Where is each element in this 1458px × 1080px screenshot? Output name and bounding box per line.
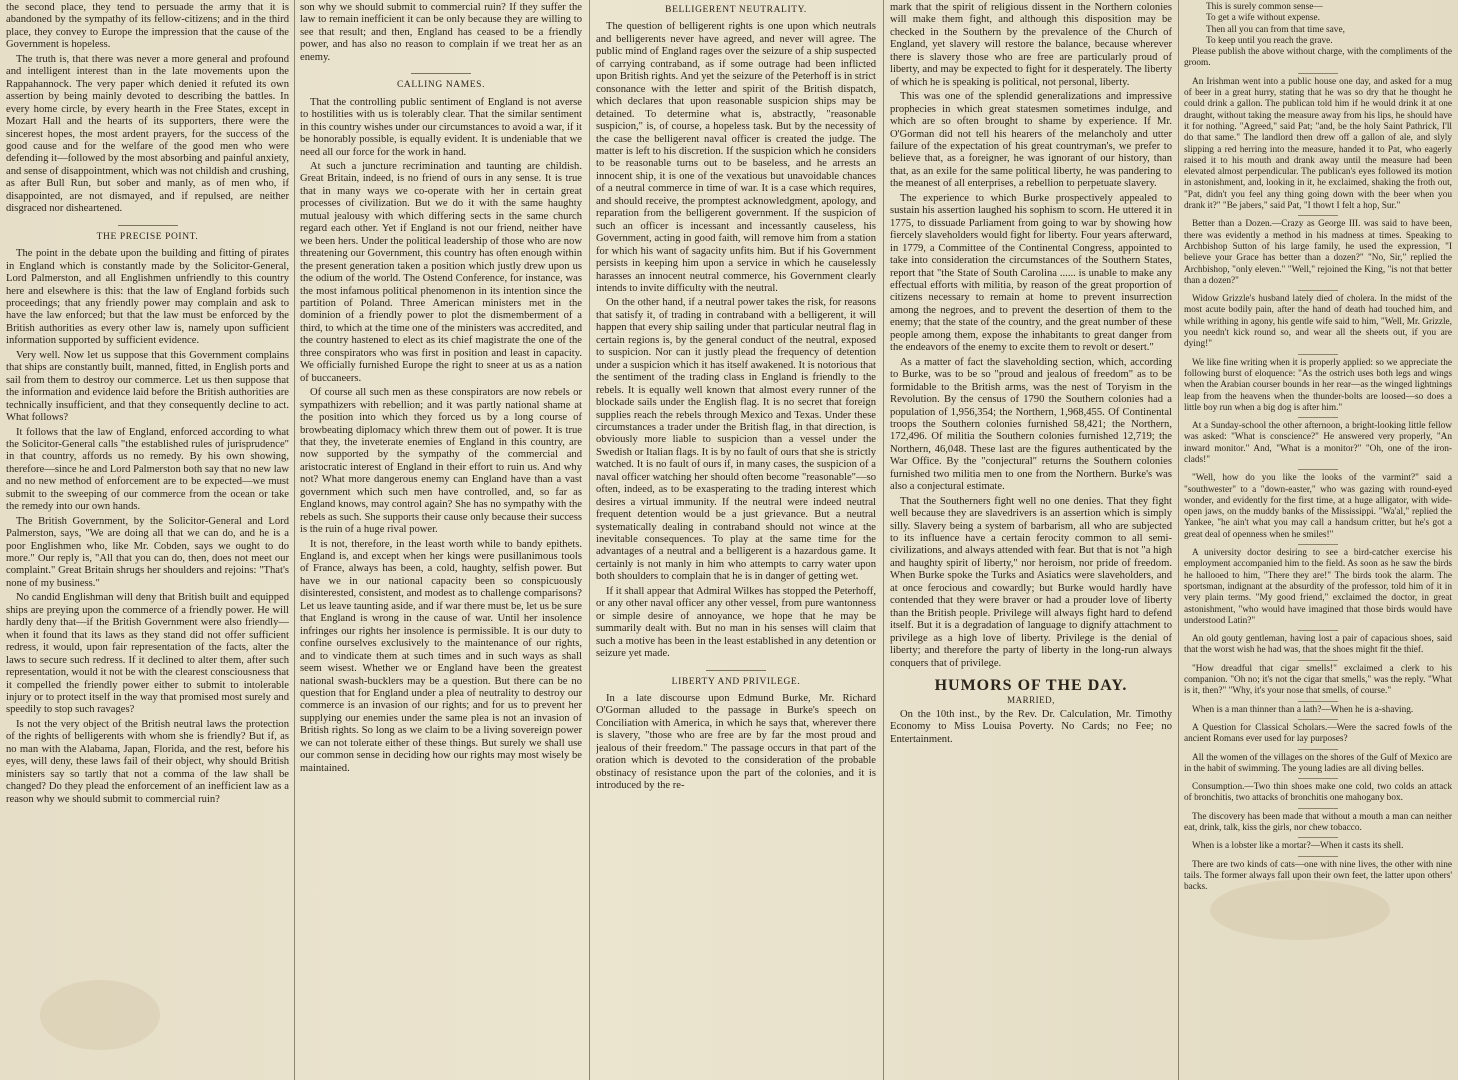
verse-line: Then all you can from that time save,	[1206, 24, 1345, 35]
article-heading: BELLIGERENT NEUTRALITY.	[665, 5, 807, 15]
paragraph: Better than a Dozen.—Crazy as George III. was said to have been, there was evidently a method in his madness at times. Speaking to Archbishop Sutton of his large family, he used the expression, "I believe your Grace has better than a dozen?" "No, Sir," replied the Archbishop, "only eleven." "Well," rejoined the King, "is not that better than a dozen?"	[1184, 219, 1452, 286]
paragraph: Widow Grizzle's husband lately died of cholera. In the midst of the most acute bodily pain, after the hand of death had touched him, and while writhing in agony, his gentle wife said to him, "Well, Mr. Grizzle, you needn't kick round so, and wear all the sheets out, if you are dying!"	[1184, 294, 1452, 350]
item-separator	[1298, 469, 1338, 470]
subheading: MARRIED,	[1007, 695, 1055, 706]
paragraph: That the controlling public sentiment of England is not averse to hostilities with us is tolerably clear. That the similar sentiment in this country wishes under our circumstances to avoid a war, if it be honorably possible, is equally evident. It is undeniable that we need all our force for the work in hand.	[300, 96, 582, 158]
paragraph: It is not, therefore, in the least worth while to bandy epithets. England is, and except when her kings were pusillanimous tools of France, always has been, a cold, haughty, selfish power. But have we in our national capacity been so conspicuously disinterested, consistent, and modest as to challenge comparisons? Let us leave taunting aside, and if war there must be, let us be sure that England is wrong in the cause of war. Until her insolence infringes our rights her insolence is permissible. It is our duty to confine ourselves exclusively to the maintenance of our rights, and to vindicate them at such times and in such ways as shall seem wisest. Whether we or England have been the greatest national swash-bucklers may be a question. But there can be no question that for England under a plea of neutrality to destroy our commerce is an invasion of our rights; and for us to prevent her supplying our enemies under the same plea is not an invasion of British rights. So long as we claim to be a living sovereign power we can not tolerate either of these things. But surely we shall use our common sense in deciding how our rights may most wisely be maintained.	[300, 538, 582, 774]
paragraph: An Irishman went into a public house one day, and asked for a mug of beer in a great hurry, stating that he was so dry that he thought he could drink a gallon. The publican told him if he would drink it at one draught, without taking the measure away from his lips, he should have it for nothing. "Agreed," said Pat; "and, be the holy Saint Pathrick, I'll do that same." The landlord then drew off a gallon of ale, and slyly slipping a red herring into the measure, handed it to Pat, who eagerly raised it to his mouth and drank away until the measure had been elevated almost perpendicular. The publican's eyes followed its motion in astonishment, and, looking in it, he exclaimed, shaking the froth out, "Pat, didn't you feel any thing going down with the beer when you drank it?" "Be jabers," said Pat, "I thowt I felt a hop, Sur."	[1184, 76, 1452, 212]
paragraph: At such a juncture recrimination and taunting are childish. Great Britain, indeed, is no friend of ours in any sense. It is true that in many ways we co-operate with her in certain great processes of civilization. But we do it with the same haughty mutual jealousy with which differing sects in the same church regard each other. Yet if England is not our friend, neither have we been hers. Under the political leadership of those who are now threatening our Government, this country has often enough within the present generation taken a position which justly drew upon us the odium of the world. The Ostend Conference, for instance, was the most infamous political phenomenon in its intention since the partition of Poland. Three American ministers met in the dominion of a friendly power to plot the dismemberment of a third, to which at the time one of the ministers was accredited, and the country hastened to elect as its chief magistrate the one of the three conspirators who was first in position and least in capacity. We officially furnished Europe the right to sneer at us as a nation of buccaneers.	[300, 160, 582, 384]
item-separator	[1298, 856, 1338, 857]
column-5-humors	[1184, 2, 1452, 1078]
column-rule	[1178, 0, 1179, 1080]
paragraph: On the 10th inst., by the Rev. Dr. Calculation, Mr. Timothy Economy to Miss Louisa Poverty. No Cards; no Fee; no Entertainment.	[890, 708, 1172, 745]
paragraph: Very well. Now let us suppose that this Government complains that ships are constantly built, manned, fitted, in English ports and sail from them to destroy our commerce. Let us then suppose that the information and evidence laid before the British authorities are technically insufficient, and that they consequently decline to act. What follows?	[6, 349, 289, 424]
column-rule	[294, 0, 295, 1080]
item-separator	[1298, 630, 1338, 631]
item-separator	[1298, 749, 1338, 750]
paragraph: Is not the very object of the British neutral laws the protection of the rights of belligerents with whom she is friendly? But if, as no man with the Alabama, Japan, Florida, and the rest, before his eyes, will deny, these laws fail of their object, why should British ministers say so tartly that not a comma of the law shall be changed? Do they plead the enforcement of an inefficient law as a reason why we should submit to commercial ruin?	[6, 718, 289, 805]
paragraph: An old gouty gentleman, having lost a pair of capacious shoes, said that the worst wish he had was, that the shoes might fit the thief.	[1184, 634, 1452, 656]
paragraph: On the other hand, if a neutral power takes the risk, for reasons that satisfy it, of trading in contraband with a belligerent, it will happen that every ship sailing under that particular neutral flag in certain regions is, by the general conduct of the neutral, exposed to suspicion. Nor can it justly plead the frequency of detention under a suspicion which it has itself awakened. It is notorious that the sentiment of the trading class in England is friendly to the rebels. It is equally well known that almost every runner of the blockade sails under the English flag. It is no secret that foreign supplies reach the rebels through Mexico and Texas. Under these circumstances a trader under the British flag, in that direction, is obviously more liable to suspicion than a vessel under the Swedish or Italian flags. It is by no fault of ours that she is strictly watched. It is no fault of ours if, in many cases, the suspicion of a naval officer watching her should often become "reasonable"—so often, indeed, as to be exasperating to the trading interest which desires a virtual immunity. If the neutral were indeed neutral frequent detention would be a just grievance. But a neutral systematically dealing in contraband should not wince at the inevitable consequences. To play at the same time for the advantages of a neutral and a belligerent is a hazardous game. It certainly is not manly in him who attempts to carry water upon both shoulders to complain that he is in danger of getting wet.	[596, 297, 876, 583]
item-separator	[1298, 701, 1338, 702]
column-rule	[883, 0, 884, 1080]
article-heading: THE PRECISE POINT.	[6, 225, 289, 243]
item-separator	[1298, 290, 1338, 291]
item-separator	[1298, 215, 1338, 216]
verse-line: To keep until you reach the grave.	[1206, 35, 1333, 46]
paragraph: All the women of the villages on the shores of the Gulf of Mexico are in the habit of swimming. The young ladies are all diving belles.	[1184, 752, 1452, 774]
verse-line: This is surely common sense—	[1206, 2, 1323, 12]
paragraph: We like fine writing when it is properly applied: so we appreciate the following burst of eloquence: "As the ostrich uses both legs and wings when the Arabian courser bounds in her rear—as the winged lightnings leap from the heavens when the thunder-bolts are loosed—so does a little boy run when a big dog is after him."	[1184, 357, 1452, 413]
item-separator	[1298, 417, 1338, 418]
paragraph: That the Southerners fight well no one denies. That they fight well because they are slavedrivers is an assertion which is simply silly. Slavery being a system of barbarism, all who are subjected to its influence have a certain ferocity common to all semi-civilizations, and always attended with fear. But that is not "a high and haughty spirit of liberty," nor heroism, nor pride of freedom. When Burke spoke the Turks and Asiatics were slaveholders, and at once ferocious and cowardly; but Burke would hardly have contended that they were braver or had a prouder love of liberty than the British people. Privilege will always fight hard to defend itself. But it is a degradation of language to dignify attachment to privilege as a high love of liberty. Privilege is the denial of liberty; and therefore the party of liberty in the long-run always conquers that of privilege.	[890, 495, 1172, 669]
paragraph: There are two kinds of cats—one with nine lives, the other with nine tails. The former always fall upon their own feet, the latter upon others' backs.	[1184, 859, 1452, 893]
item-separator	[1298, 354, 1338, 355]
paragraph: This was one of the splendid generalizations and impressive prophecies in which great statesmen sometimes indulge, and which are so often brought to shame by experience. If Mr. O'Gorman did not tell his hearers of the melancholy and utter failure of the expectation of his great countryman's, we prefer to believe that, as a foreigner, he was ignorant of our history, than that, as an exile for the same political liberty, he was pandering to the meanest of all enterprises, a rebellion to perpetuate slavery.	[890, 91, 1172, 190]
paragraph: mark that the spirit of religious dissent in the Northern colonies will make them fight, and although this disposition may be checked in the Southern by the prevalence of the Church of England, yet slavery will restore the balance, because wherever there is slavery those who are free are particularly proud of liberty, and may be expected to fight for it desperately. The liberty of which he is speaking is political, not personal, liberty.	[890, 2, 1172, 88]
item-separator	[1298, 778, 1338, 779]
column-3	[596, 2, 876, 1078]
paragraph: A university doctor desiring to see a bird-catcher exercise his employment accompanied him to the field. As soon as he saw the birds he hallooed to him, "There they are!" The birds took the alarm. The sportsman, indignant at the absurdity of the professor, told him of it in very plain terms. "My good friend," exclaimed the doctor, in great astonishment, "who would have imagined that those birds would have understood Latin?"	[1184, 548, 1452, 626]
column-2	[300, 2, 582, 1078]
paragraph: The truth is, that there was never a more general and profound and intelligent interest than in the late movements upon the Rappahannock. The very paper which denied it refuted its own assertion by being mainly devoted to describing the battles. In every home circle, by every hearth in the Free States, except in Mozart Hall and the hearts of its supporters, there were the sincerest hopes, the most ardent prayers, for the success of the good cause and for the welfare of the good men who were defending it—followed by the most absorbing and painful anxiety, and sense of disappointment, which was not childish and crushing, as after Bull Run, but sober and manly, as of men who, if disappointed, are not dismayed, and if repulsed, are neither disgraced nor disheartened.	[6, 53, 289, 215]
paragraph: When is a lobster like a mortar?—When it casts its shell.	[1192, 841, 1404, 852]
paragraph: In a late discourse upon Edmund Burke, Mr. Richard O'Gorman alluded to the passage in Burke's speech on Conciliation with America, in which he says that, wherever there is slavery, "those who are free are by far the most proud and jealous of their freedom." The passage occurs in that part of the oration which is devoted to the consideration of the probable obstinacy of resistance upon the part of the colonies, and it is introduced by the re-	[596, 693, 876, 792]
paragraph: Of course all such men as these conspirators are now rebels or sympathizers with rebellion; and it was partly national shame at the position into which they forced us by a long course of browbeating diplomacy which threw them out of power. It is true that they, the inveterate enemies of England in this country, are now supported by the sympathy of the commercial and aristocratic interest of England in their effort to ruin us. And why not? What more dangerous enemy can England have than a vast government which such men have controlled, and, so far as England knows, may control again? She has no sympathy with the rebels as such. She supports their cause only because their success is the ruin of a huge rival power.	[300, 387, 582, 536]
item-separator	[1298, 808, 1338, 809]
item-separator	[1298, 837, 1338, 838]
paragraph: "Well, how do you like the looks of the varmint?" said a "southwester" to a "down-easter," who was gazing with round-eyed wonder, and evidently for the first time, at a huge alligator, with wide-open jaws, on the muddy banks of the Mississippi. "Wa'al," replied the Yankee, "he ain't what you may call a handsum critter, but he's got a great deal of openness when he smiles!"	[1184, 473, 1452, 540]
paragraph: No candid Englishman will deny that British built and equipped ships are preying upon the commerce of a friendly power. He will hardly deny that—if the British Government were also friendly—when it found that its laws as they stand did not offer sufficient redress, it would, upon fair representation of the facts, alter the laws to secure such redress. If it declined to alter them, after such representation, would it not be with the clearest consciousness that it compelled the friendly power either to submit to intolerable injury or to protect itself in the way that promised most surely and speedily to stop such ravages?	[6, 592, 289, 716]
column-1	[6, 2, 289, 1078]
item-separator	[1298, 73, 1338, 74]
paragraph: son why we should submit to commercial ruin? If they suffer the law to remain inefficient it can be only because they are willing to see that result; and then, England has ceased to be a friendly power, and has also no reason to complain if we treat her as an enemy.	[300, 2, 582, 63]
paragraph: The discovery has been made that without a mouth a man can neither eat, drink, talk, kiss the girls, nor chew tobacco.	[1184, 811, 1452, 833]
paragraph: If it shall appear that Admiral Wilkes has stopped the Peterhoff, or any other naval officer any other vessel, from pure wantonness or simple desire of annoyance, we hope that he may be summarily dealt with. But no man in his senses will claim that such a motive has been in the least established in any detention or seizure yet made.	[596, 585, 876, 660]
paragraph: The experience to which Burke prospectively appealed to sustain his assertion laughed his sophism to scorn. He uttered it in 1775, to dissuade Parliament from going to war by showing how fiercely slaveholders would fight for liberty. Four years afterward, in 1779, a Committee of the Continental Congress, appointed to take into consideration the circumstances of the Southern States, report that "the State of South Carolina ...... is unable to make any effectual efforts with militia, by reason of the great proportion of citizens necessary to remain at home to prevent insurrection among the negroes, and to prevent the desertion of them to the enemy; that the state of the country, and the great number of these people among them, expose the inhabitants to great danger from the endeavors of the enemy to excite them to revolt or desert."	[890, 192, 1172, 354]
paragraph: the second place, they tend to persuade the army that it is abandoned by the sympathy of its fellow-citizens; and in the third place, they convey to Europe the impression that the cause of the Government is hopeless.	[6, 2, 289, 51]
paragraph: The question of belligerent rights is one upon which neutrals and belligerents never have agreed, and never will agree. The public mind of England rages over the seizure of a ship suspected of carrying contraband, as if some outrage had been inflicted upon British rights. And yet the seizure of the Peterhoff is in strict consonance with the letter and spirit of the British dispatch, which declares that upon reasonable suspicion ships may be detained. To determine what is, abstractly, "reasonable suspicion," is, of course, a hopeless task. But by the necessity of the case the belligerent naval officer is created the judge. The matter is left to his discretion. If the suspicion which he considers to be reasonable turns out to be baseless, and he arrests an innocent ship, it is one of the vexatious but unavoidable chances of a neutral commerce in time of war. It is a case which requires, and should receive, the promptest acknowledgment, apology, and reparation from the belligerent government. If the suspicion of such an officer is incessant and incessantly causeless, his Government, acting in good faith, will remove him from a station for which his want of sagacity unfits him. But if his Government persists in keeping him upon a service in which he causelessly harasses an innocent neutral commerce, his Government clearly intends to invite difficulty with the neutral.	[596, 21, 876, 294]
article-heading: CALLING NAMES.	[300, 73, 582, 91]
column-rule	[589, 0, 590, 1080]
paragraph: The point in the debate upon the building and fitting of pirates in England which is constantly made by the Solicitor-General, Lord Palmerston, and all Englishmen unfriendly to this country here and elsewhere is this: that the law of England forbids such proceedings; that any friendly power may complain and ask to have the law enforced; but that the law must be enforced by the British authorities as every other law is, namely upon sufficient information supported by sufficient evidence.	[6, 248, 289, 347]
paragraph: It follows that the law of England, enforced according to what the Solicitor-General calls "the established rules of jurisprudence" in that country, affords us no remedy. By his own showing, therefore—since he and Lord Palmerston both say that no new law and no new method of enforcement are to be expected—we must submit to the sweeping of our commerce from the ocean or take the remedy into our own hands.	[6, 426, 289, 513]
paragraph: The British Government, by the Solicitor-General and Lord Palmerston, says, "We are doing all that we can do, and he is a poor Englishmen who, like Mr. Cobden, says we ought to do more." Our reply is, "All that you can do, then, does not meet our complaint." Great Britain shrugs her shoulders and rejoins: "That's none of my business."	[6, 515, 289, 589]
paragraph: When is a man thinner than a lath?—When he is a-shaving.	[1192, 704, 1414, 715]
item-separator	[1298, 544, 1338, 545]
paragraph: A Question for Classical Scholars.—Were the sacred fowls of the ancient Romans ever used for lay purposes?	[1184, 722, 1452, 745]
paragraph: Consumption.—Two thin shoes make one cold, two colds an attack of bronchitis, two attacks of bronchitis one mahogany box.	[1184, 782, 1452, 804]
column-4	[890, 2, 1172, 1078]
paragraph: "How dreadful that cigar smells!" exclaimed a clerk to his companion. "Oh no; it's not the cigar that smells," was the reply. "What is it, then?" "Why, it's your nose that smells, of course."	[1184, 663, 1452, 697]
item-separator	[1298, 719, 1338, 720]
verse-line: To get a wife without expense.	[1206, 13, 1320, 24]
item-separator	[1298, 660, 1338, 661]
paragraph: At a Sunday-school the other afternoon, a bright-looking little fellow was asked: "What is conscience?" He answered very properly, "An inward monitor." And, "What is a monitor?" "Oh, one of the iron-clads!"	[1184, 421, 1452, 465]
paragraph: Please publish the above without charge, with the compliments of the groom.	[1184, 47, 1452, 69]
paragraph: As a matter of fact the slaveholding section, which, according to Burke, was to be so "proud and jealous of freedom" as to be formidable to the British arms, was the nest of Toryism in the Revolution. By the census of 1790 the Southern colonies had a population of 1,956,354; the Northern, 1,968,455. Of Continental troops the Southern colonies furnished 58,421; the Northern, 172,496. Of militia the Southern colonies furnished 12,719; the Northern, 46,048. These last are the figures authenticated by the War Office. By the "conjectural" returns the Southern colonies furnished two militia men to one from the Northern. Burke's was also a conjectural estimate.	[890, 356, 1172, 493]
section-heading: HUMORS OF THE DAY.	[934, 677, 1128, 695]
article-heading: LIBERTY AND PRIVILEGE.	[596, 670, 876, 688]
